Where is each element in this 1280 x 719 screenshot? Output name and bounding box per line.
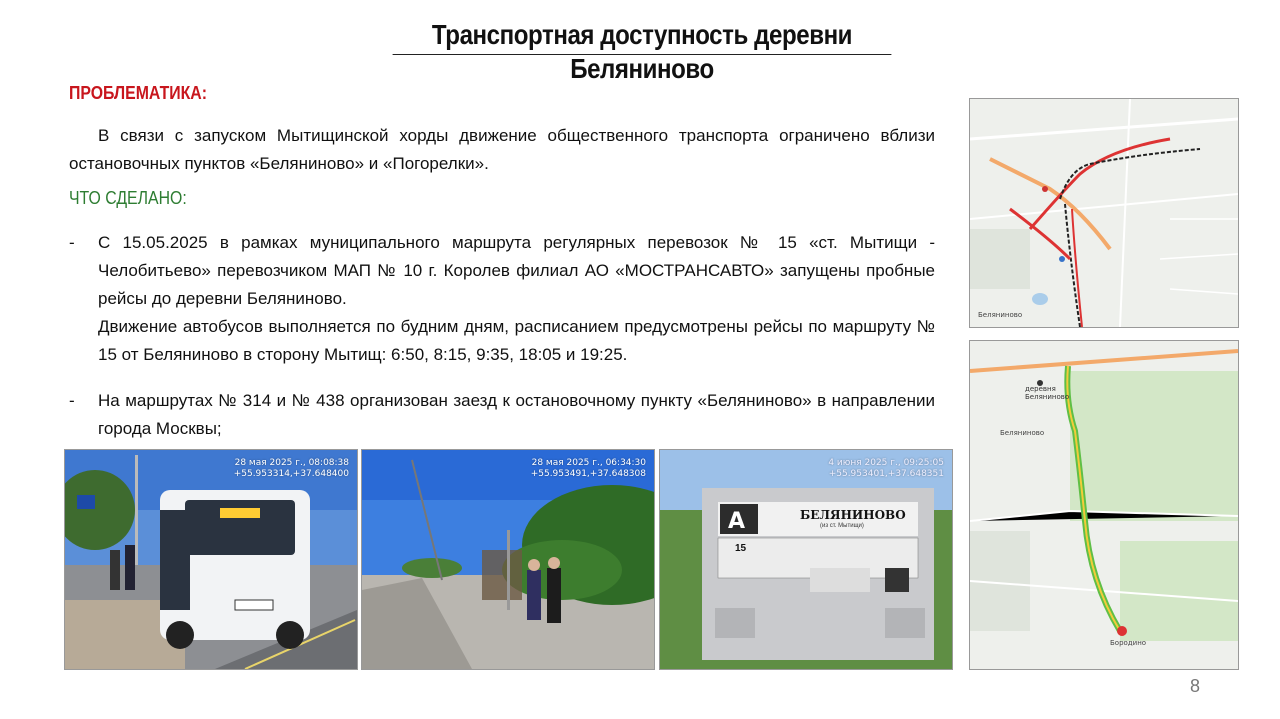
map-hord-junction [969,98,1239,328]
bullet-dash: - [69,391,75,410]
page-number: 8 [1190,676,1201,696]
done-heading: ЧТО СДЕЛАНО: [69,188,187,208]
map-route-15 [969,340,1239,670]
problem-text: В связи с запуском Мытищинской хорды движение общественного транспорта ограничено вблизи остановочных пунктов «Беляниново» и «Погорелки». [69,126,935,173]
bullet-dash: - [69,233,75,252]
photo-timestamp: 4 июня 2025 г., 09:25:05 +55.953401,+37.648351 [828,458,944,479]
photo-sign-image [660,450,952,669]
map-label: Бородино [1110,639,1147,647]
photo-bus-stop [64,449,358,670]
sign-subtitle: (из ст. Мытищи) [820,523,864,529]
photo-stop-image [362,450,654,669]
bullet-text: С 15.05.2025 в рамках муниципального маршрута регулярных перевозок № 15 «ст. Мытищи - Челобитьево» перевозчиком МАП № 10 г. Королев филиал АО «МОСТРАНСАВТО» запущены пробные рейсы до деревни Беляниново. [98,233,935,308]
svg-text:A: A [728,509,746,534]
map-1-image [970,99,1238,327]
map-2-image [970,341,1238,669]
photo-timestamp: 28 мая 2025 г., 06:34:30 +55.953491,+37.648308 [530,458,646,479]
bullet-text-schedule: Движение автобусов выполняется по будним дням, расписанием предусмотрены рейсы по маршруту № 15 от Беляниново в сторону Мытищ: 6:50, 8:15, 9:35, 18:05 и 19:25. [98,317,935,364]
bullet-route-15 [69,229,935,369]
map-label: деревня Беляниново [1025,385,1070,401]
map-label: Беляниново [978,311,1023,319]
sign-title: БЕЛЯНИНОВО [800,508,906,522]
problem-heading: ПРОБЛЕМАТИКА: [69,83,208,103]
page-title: Транспортная доступность деревни Беляниново [393,18,892,55]
photo-timestamp: 28 мая 2025 г., 08:08:38 +55.953314,+37.648400 [233,458,349,479]
photo-schedule-sign [659,449,953,670]
bullet-text: На маршрутах № 314 и № 438 организован заезд к остановочному пункту «Беляниново» в направлении города Москвы; [98,391,935,438]
photo-bus-image [65,450,357,669]
photo-people-stop [361,449,655,670]
bullet-routes-314-438 [69,387,935,443]
map-label: Беляниново [1000,429,1045,437]
sign-route-number: 15 [735,543,747,554]
